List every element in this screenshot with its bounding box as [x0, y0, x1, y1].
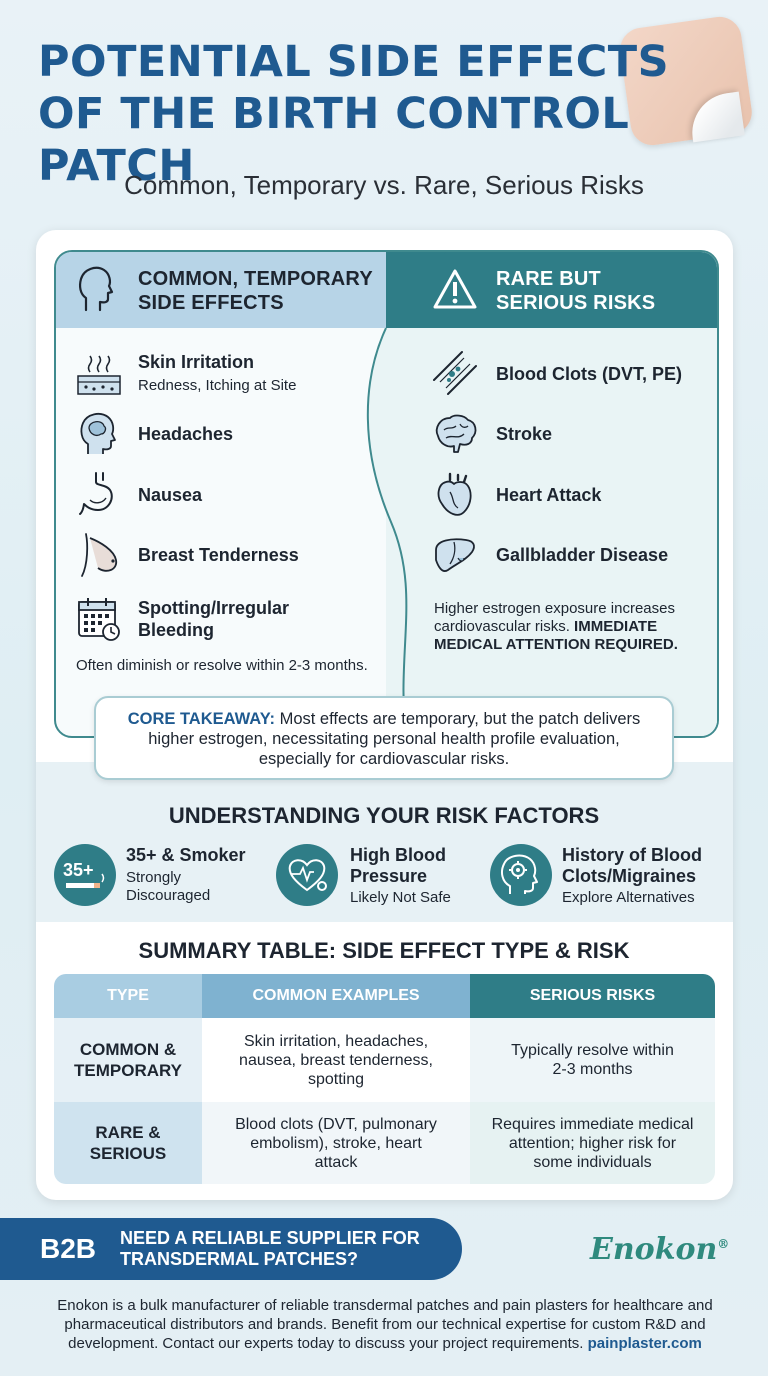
rf-smoker-sub1: Strongly: [126, 869, 182, 886]
rf-history-title: [562, 845, 702, 887]
footer-line3: development. Contact our experts today to discuss your project requirements.: [68, 1335, 584, 1352]
page-title: POTENTIAL SIDE EFFECTS OF THE BIRTH CONTROL PATCH: [38, 37, 670, 191]
row1-risk-line1: Typically resolve within: [511, 1042, 674, 1059]
rf-bp-sub: Likely Not Safe: [350, 889, 451, 906]
blood-vessel-icon: [432, 350, 478, 396]
b2b-cta-line1: NEED A RELIABLE SUPPLIER FOR: [120, 1228, 420, 1248]
rf-history-title1: History of Blood: [562, 845, 702, 865]
stomach-icon: [76, 470, 122, 516]
history-badge: [490, 844, 552, 906]
takeaway-text3: especially for cardiovascular risks.: [258, 750, 510, 768]
serious-note-line1: Higher estrogen exposure increases: [434, 600, 675, 617]
table-header-examples: COMMON EXAMPLES: [202, 974, 470, 1018]
skin-irritation-icon: [76, 352, 122, 398]
head-brain-icon: [76, 410, 122, 456]
age-badge-text: 35+: [63, 860, 94, 880]
row2-ex-line3: attack: [314, 1153, 358, 1171]
takeaway-label: CORE TAKEAWAY:: [127, 710, 275, 728]
row1-risk-line2: 2-3 months: [552, 1061, 633, 1078]
serious-heading: [496, 267, 655, 315]
common-heading: [138, 267, 373, 315]
item-stroke: Stroke: [496, 424, 553, 444]
item-breast-tenderness: Breast Tenderness: [138, 545, 299, 565]
item-spotting-line1: Spotting/Irregular: [138, 598, 290, 618]
serious-heading-line1: RARE BUT: [496, 268, 601, 290]
row2-ex-line1: Blood clots (DVT, pulmonary: [235, 1115, 437, 1133]
smoker-badge: [54, 844, 116, 906]
item-spotting: [138, 597, 289, 641]
risk-factors-title: UNDERSTANDING YOUR RISK FACTORS: [168, 803, 600, 828]
row2-risk-line3: some individuals: [533, 1153, 652, 1171]
page-subtitle: Common, Temporary vs. Rare, Serious Risks: [124, 170, 644, 200]
b2b-cta: [120, 1228, 420, 1270]
liver-icon: [432, 532, 478, 578]
row1-ex-line1: Skin irritation, headaches,: [243, 1032, 429, 1050]
table-row2-examples: [202, 1102, 470, 1184]
summary-table-title: SUMMARY TABLE: SIDE EFFECT TYPE & RISK: [138, 938, 630, 963]
row1-ex-line3: spotting: [307, 1070, 365, 1088]
warning-triangle-icon: [432, 268, 478, 310]
rf-smoker-sub: [126, 869, 210, 905]
row2-ex-line2: embolism), stroke, heart: [250, 1134, 422, 1152]
item-blood-clots: Blood Clots (DVT, PE): [496, 364, 682, 384]
footer-line1: Enokon is a bulk manufacturer of reliable transdermal patches and pain plasters for healthcare and: [57, 1297, 713, 1314]
serious-note-line2: cardiovascular risks.: [434, 618, 570, 635]
serious-note: [434, 600, 678, 654]
head-gear-icon: [490, 844, 552, 906]
row2-type-line2: SERIOUS: [89, 1144, 167, 1163]
common-note: Often diminish or resolve within 2-3 months.: [76, 657, 368, 674]
serious-note-bold1: IMMEDIATE: [574, 618, 658, 635]
rf-bp-title2: Pressure: [350, 866, 428, 886]
blood-pressure-badge: [276, 844, 338, 906]
rf-history-sub: Explore Alternatives: [562, 889, 695, 906]
heart-stethoscope-icon: [276, 844, 338, 906]
footer-line2: pharmaceutical distributors and brands. Benefit from our technical expertise for custom R&D and: [64, 1316, 706, 1333]
item-headaches: Headaches: [138, 424, 234, 444]
row2-type-line1: RARE &: [95, 1123, 161, 1142]
rf-bp-title: [350, 845, 446, 887]
table-header-risks: SERIOUS RISKS: [470, 974, 715, 1018]
rf-smoker-sub2: Discouraged: [126, 887, 211, 904]
table-row1-type: [54, 1018, 202, 1102]
rf-history-title2: Clots/Migraines: [562, 866, 697, 886]
item-gallbladder: Gallbladder Disease: [496, 545, 669, 565]
table-header-type: TYPE: [54, 974, 202, 1018]
table-row1-risks: [470, 1018, 715, 1102]
takeaway-text1: Most effects are temporary, but the patch delivers: [279, 710, 641, 728]
b2b-cta-line2: TRANSDERMAL PATCHES?: [120, 1249, 358, 1269]
row2-risk-line1: Requires immediate medical: [491, 1115, 694, 1133]
item-skin-irritation: Skin Irritation: [138, 352, 255, 372]
breast-icon: [76, 532, 122, 578]
takeaway-text2: higher estrogen, necessitating personal health profile evaluation,: [148, 730, 620, 748]
website-link[interactable]: painplaster.com: [587, 1335, 702, 1352]
table-row2-risks: [470, 1102, 715, 1184]
b2b-tag: B2B: [40, 1233, 97, 1264]
brand-logo: [590, 1232, 729, 1267]
serious-note-bold2: MEDICAL ATTENTION REQUIRED.: [434, 636, 678, 653]
cigarette-icon: [54, 844, 116, 906]
rf-bp-title1: High Blood: [350, 845, 446, 865]
common-heading-line2: SIDE EFFECTS: [138, 292, 284, 314]
core-takeaway-box: [94, 696, 674, 780]
heart-icon: [432, 472, 478, 518]
row1-type-line2: TEMPORARY: [74, 1061, 182, 1080]
common-heading-line1: COMMON, TEMPORARY: [138, 268, 373, 290]
table-row2-type: [54, 1102, 202, 1184]
item-nausea: Nausea: [138, 485, 203, 505]
table-row1-examples: [202, 1018, 470, 1102]
item-skin-irritation-sub: Redness, Itching at Site: [138, 377, 297, 394]
footer-description: [30, 1296, 740, 1353]
brand-name: Enokon: [590, 1232, 718, 1267]
row2-risk-line2: attention; higher risk for: [508, 1134, 677, 1152]
item-spotting-line2: Bleeding: [138, 620, 215, 640]
brain-icon: [432, 412, 478, 458]
row1-ex-line2: nausea, breast tenderness,: [239, 1051, 433, 1069]
head-profile-icon: [76, 264, 116, 312]
row1-type-line1: COMMON &: [79, 1040, 177, 1059]
item-heart-attack: Heart Attack: [496, 485, 602, 505]
serious-heading-line2: SERIOUS RISKS: [496, 292, 656, 314]
brand-registered-mark: ®: [717, 1237, 730, 1251]
rf-smoker-title: 35+ & Smoker: [126, 845, 246, 865]
calendar-clock-icon: [76, 596, 122, 642]
